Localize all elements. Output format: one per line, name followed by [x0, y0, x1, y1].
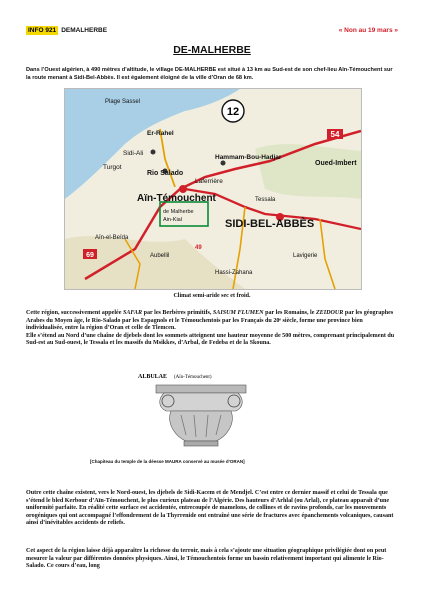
- label-aintemouchent: Aïn-Témouchent: [137, 193, 216, 204]
- term-saisum: SAISUM FLUMEN: [212, 310, 264, 316]
- label-aubeillil: Aubellil: [150, 253, 170, 259]
- term-safar: SAFAR: [122, 310, 143, 316]
- figure-caption: [Chapiteau du temple de la déesse MAURA conservé au musée d’ORAN]: [90, 459, 245, 464]
- text-span: Elle s’étend au Nord d’une chaîne de djebels dont les sommets atteignent une hauteur moyenne de 500 mètres, comprenant principalement du Sud-est au Sud-ouest, le Tessala et les massifs du Msikkes, d’Arbal, de Fedeba et de la Skouna.: [26, 332, 395, 347]
- capital-illustration: [126, 369, 276, 449]
- text-span: par les géographes Arabes du Moyen âge, le Rio-Salado par les Espagnols et le Témouchentois par les Français du 20ᵉ siècle, forme une province bien individualisée, entre la région d’Oran et celle de Tlemcen.: [26, 310, 394, 332]
- site-name: DEMALHERBE: [61, 27, 108, 34]
- volute-band: [160, 393, 243, 411]
- map-graphic: [65, 89, 361, 289]
- map-caption: Climat semi-aride sec et froid.: [173, 293, 251, 299]
- text-span: par les Romains, le: [263, 310, 316, 316]
- term-zeidour: ZEIDOUR: [315, 310, 344, 316]
- info-tag: INFO 921: [28, 27, 57, 34]
- label-riosalado: Rio Salado: [147, 170, 184, 177]
- text-span: par les Berbères primitifs,: [142, 310, 213, 316]
- figure-sublabel: (Aïn-Témouchent): [174, 375, 212, 380]
- label-turgot: Turgot: [103, 164, 122, 171]
- label-demalherbe: de Malherbe: [163, 209, 194, 215]
- label-hammam: Hammam-Bou-Hadjar: [215, 154, 282, 161]
- label-lavigerie: Lavigerie: [293, 253, 318, 259]
- route-69: 69: [86, 252, 94, 259]
- label-tessala: Tessala: [255, 197, 276, 203]
- slogan: « Non au 19 mars »: [338, 27, 398, 34]
- route-54: 54: [330, 130, 340, 139]
- page-header: [26, 27, 398, 39]
- plain-area: [255, 144, 361, 199]
- page-title: DE-MALHERBE: [173, 44, 251, 56]
- sheet-number: 12: [226, 106, 240, 118]
- figure-label: ALBULAE: [138, 374, 168, 380]
- label-plage: Plage Sassel: [105, 99, 141, 105]
- label-errahel: Er-Rahel: [147, 130, 174, 137]
- astragal: [184, 441, 218, 446]
- label-hassi: Hassi-Zahana: [215, 270, 253, 276]
- label-ainkial: Ain-Kial: [163, 217, 182, 223]
- capital-figure: [126, 369, 276, 449]
- label-sidiali: Sidi-Ali: [123, 150, 144, 157]
- town-marker: [179, 185, 187, 193]
- label-ainelbeida: Aïn-el-Beïda: [95, 235, 129, 241]
- region-map: [64, 88, 362, 290]
- text-span: Cette région, successivement appelée: [26, 310, 123, 316]
- intro-paragraph: Dans l’Ouest algérien, à 490 mètres d’altitude, le village DE-MALHERBE est situé à 13 km au Sud-est de son chef-lieu Aïn-Témouchent sur la route menant à Sidi-Bel-Abbès. Il est également éloigné de la ville d’Oran de 68 km.: [26, 67, 393, 81]
- paragraph-2: Outre cette chaîne existent, vers le Nord-ouest, les djebels de Sidi-Kacem et de Mendjel. C’est entre ce dernier massif et celui de Tessala que s’étend le bled Kerbour d’Aïn-Témouchent, le plus curieux plateau de l’Algérie. Des hauteurs d’Arhlal (ou Arlal), ce plateau apparaît d’une uniformité parfaite. En réalité cette surface est accidentée, entrecoupée de mamelons, de collines et de ravins profonds, car les mouvements orogéniques qui ont accompagné l’effondrement de la Thyrrenide ont entraîné une série de fractures avec épanchements volcaniques, causant ainsi d’inévitables accidents de reliefs.: [26, 490, 394, 527]
- paragraph-3: Cet aspect de la région laisse déjà apparaître la richesse du terroir, mais à cela s’ajoute une situation géographique privilégiée dont on peut mesurer la valeur par différentes données physiques. Ainsi, le Témouchentois forme un bassin relativement important qui alimente le Rio-Salado. Ce cours d’eau, long: [26, 548, 387, 570]
- abacus: [156, 385, 246, 393]
- route-49: 49: [195, 245, 202, 251]
- label-sidibelabbes: SIDI-BEL-ABBÈS: [225, 218, 315, 230]
- town-marker: [221, 161, 226, 166]
- bell: [170, 411, 233, 441]
- paragraph-1: [26, 310, 398, 348]
- town-marker: [151, 150, 156, 155]
- label-laferriere: Laferrière: [195, 178, 223, 185]
- label-ouedimbert: Oued-Imbert: [315, 160, 357, 167]
